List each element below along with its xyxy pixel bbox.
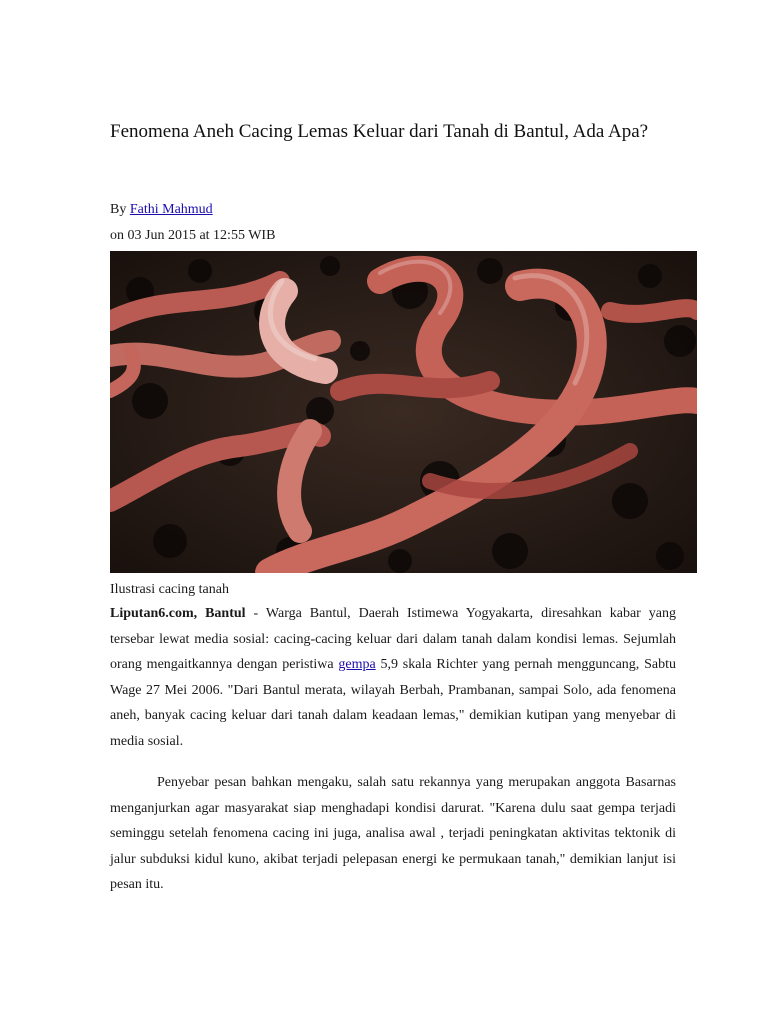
publish-date: on 03 Jun 2015 at 12:55 WIB xyxy=(110,228,276,243)
paragraph-2: Penyebar pesan bahkan mengaku, salah satu rekannya yang merupakan anggota Basarnas menganjurkan agar masyarakat siap menghadapi kondisi darurat. "Karena dulu saat gempa terjadi seminggu setelah fenomena cacing ini juga, analisa awal , terjadi peningkatan aktivitas tektonik di jalur subduksi kidul kuno, akibat terjadi pelepasan energi ke permukaan tanah," demikian lanjut isi pesan itu. xyxy=(110,775,676,892)
paragraph-1-text-b: 5,9 skala Richter yang pernah mengguncang, Sabtu Wage 27 Mei 2006. "Dari Bantul merata, wilayah Berbah, Prambanan, sampai Solo, ada fenomena aneh, banyak cacing keluar dari tanah dalam keadaan lemas," demikian kutipan yang menyebar di media sosial. xyxy=(110,657,676,749)
paragraph-1-lead: Liputan6.com, Bantul xyxy=(110,606,246,621)
paragraph-1-text-a: - Warga Bantul, Daerah Istimewa Yogyakarta, diresahkan kabar yang tersebar lewat media sosial: cacing-cacing keluar dari dalam tanah dalam kondisi lemas. Sejumlah orang mengaitkannya dengan peristiwa xyxy=(110,606,676,672)
byline xyxy=(110,200,213,220)
article-title: Fenomena Aneh Cacing Lemas Keluar dari Tanah di Bantul, Ada Apa? xyxy=(110,121,649,142)
gempa-link[interactable]: gempa xyxy=(338,657,376,672)
by-label: By xyxy=(110,202,127,217)
paragraph-1 xyxy=(110,601,676,754)
image-caption: Ilustrasi cacing tanah xyxy=(110,582,229,597)
author-link[interactable]: Fathi Mahmud xyxy=(129,202,213,217)
article-photo xyxy=(110,251,697,573)
